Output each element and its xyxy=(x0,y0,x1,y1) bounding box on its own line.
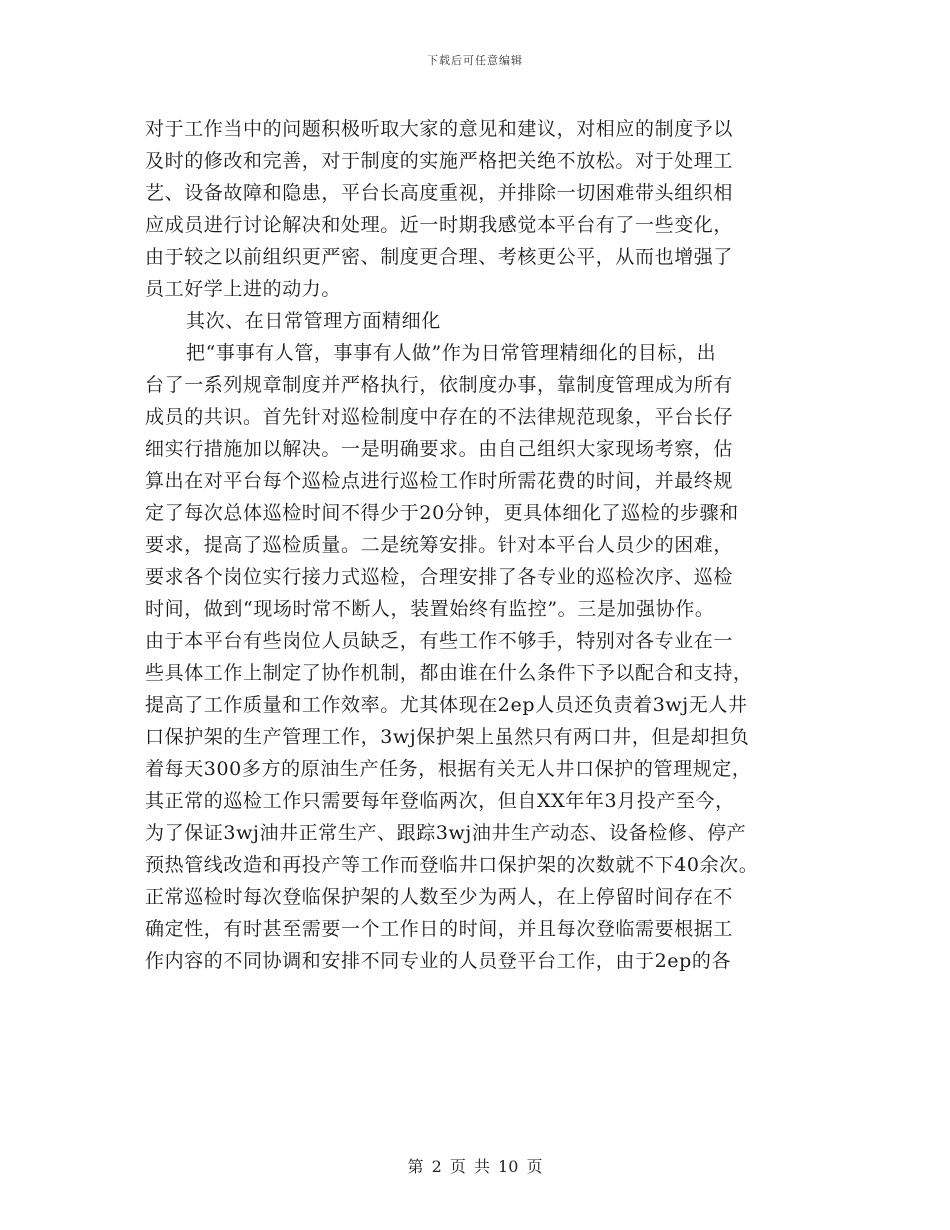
text-line: 员工好学上进的动力。 xyxy=(145,278,342,300)
text-line: 确定性，有时甚至需要一个工作日的时间，并且每次登临需要根据工 xyxy=(145,918,734,940)
section-heading: 其次、在日常管理方面精细化 xyxy=(186,310,441,332)
text-line: 时间，做到“现场时常不断人，装置始终有监控”。三是加强协作。 xyxy=(145,598,715,620)
text-line: 正常巡检时每次登临保护架的人数至少为两人，在上停留时间存在不 xyxy=(145,886,734,908)
text-line: 口保护架的生产管理工作，3wj保护架上虽然只有两口井，但是却担负 xyxy=(145,726,750,748)
text-line: 算出在对平台每个巡检点进行巡检工作时所需花费的时间，并最终规 xyxy=(145,470,734,492)
text-line: 艺、设备故障和隐患，平台长高度重视，并排除一切困难带头组织相 xyxy=(145,182,734,204)
text-line: 应成员进行讨论解决和处理。近一时期我感觉本平台有了一些变化， xyxy=(145,214,734,236)
text-line: 把“事事有人管，事事有人做”作为日常管理精细化的目标，出 xyxy=(186,342,717,364)
text-line: 着每天300多方的原油生产任务，根据有关无人井口保护的管理规定， xyxy=(145,758,752,780)
page-header: 下载后可任意编辑 xyxy=(427,54,523,67)
text-line: 定了每次总体巡检时间不得少于20分钟，更具体细化了巡检的步骤和 xyxy=(145,502,739,524)
text-line: 要求各个岗位实行接力式巡检，合理安排了各专业的巡检次序、巡检 xyxy=(145,566,734,588)
text-line: 要求，提高了巡检质量。二是统筹安排。针对本平台人员少的困难， xyxy=(145,534,734,556)
text-line: 些具体工作上制定了协作机制，都由谁在什么条件下予以配合和支持， xyxy=(145,662,753,684)
text-line: 由于较之以前组织更严密、制度更合理、考核更公平，从而也增强了 xyxy=(145,246,734,268)
text-line: 其正常的巡检工作只需要每年登临两次，但自XX年年3月投产至今， xyxy=(145,790,735,812)
text-line: 为了保证3wj油井正常生产、跟踪3wj油井生产动态、设备检修、停产 xyxy=(145,822,747,844)
page-number: 第 2 页 共 10 页 xyxy=(407,1157,543,1176)
text-line: 作内容的不同协调和安排不同专业的人员登平台工作，由于2ep的各 xyxy=(145,950,732,972)
text-line: 预热管线改造和再投产等工作而登临井口保护架的次数就不下40余次。 xyxy=(145,854,759,876)
text-line: 及时的修改和完善，对于制度的实施严格把关绝不放松。对于处理工 xyxy=(145,150,734,172)
text-line: 成员的共识。首先针对巡检制度中存在的不法律规范现象，平台长仔 xyxy=(145,406,734,428)
text-line: 台了一系列规章制度并严格执行，依制度办事，靠制度管理成为所有 xyxy=(145,374,734,396)
document-body xyxy=(145,113,817,977)
text-line: 对于工作当中的问题积极听取大家的意见和建议，对相应的制度予以 xyxy=(145,118,734,140)
text-line: 由于本平台有些岗位人员缺乏，有些工作不够手，特别对各专业在一 xyxy=(145,630,734,652)
text-line: 细实行措施加以解决。一是明确要求。由自己组织大家现场考察，估 xyxy=(145,438,734,460)
text-line: 提高了工作质量和工作效率。尤其体现在2ep人员还负责着3wj无人井 xyxy=(145,694,748,716)
